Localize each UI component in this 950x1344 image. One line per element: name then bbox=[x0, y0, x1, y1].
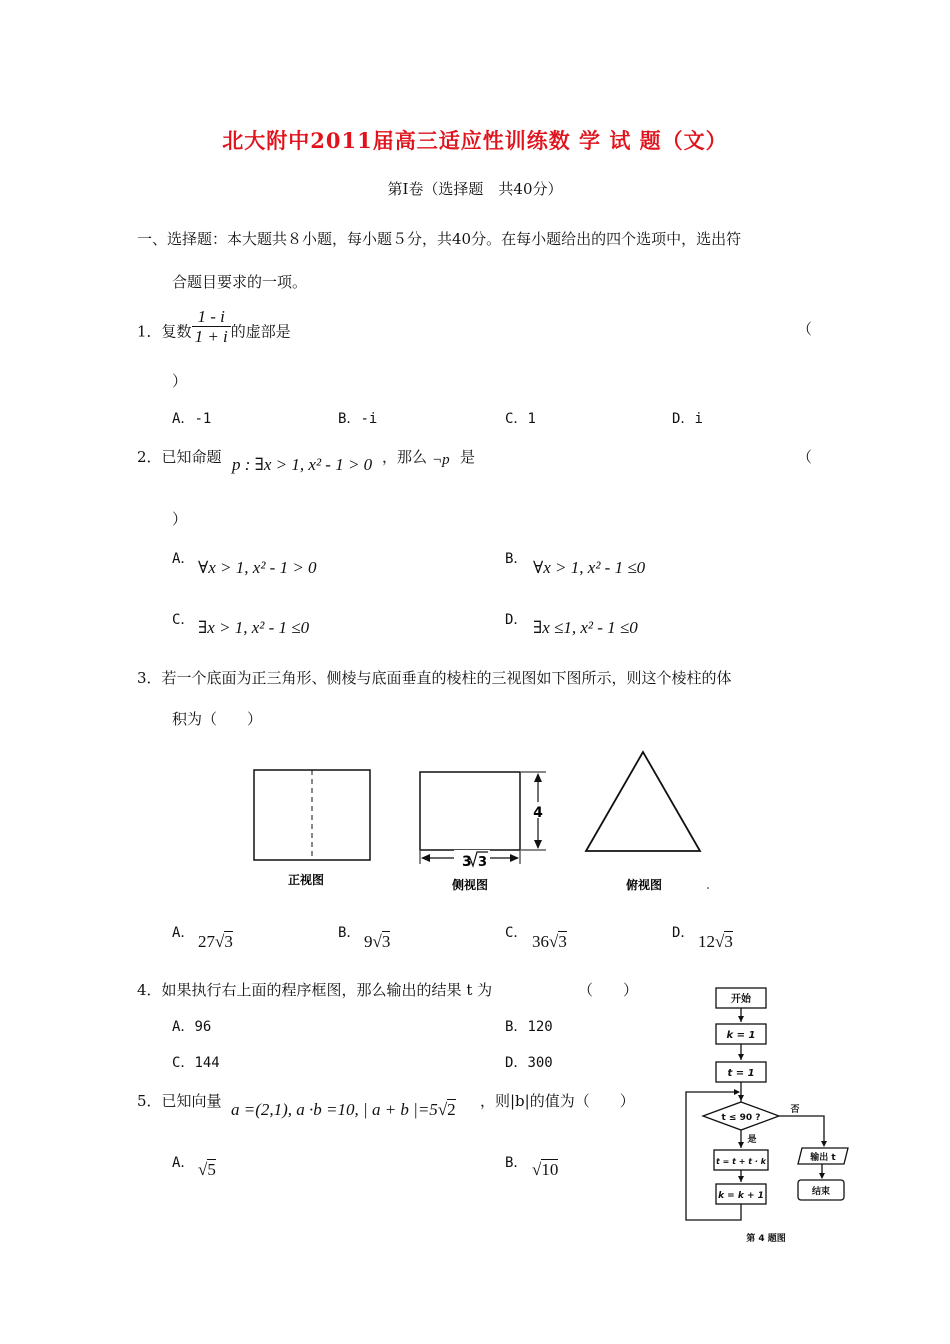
option-letter: A． bbox=[172, 551, 195, 567]
question-text-prefix: 复数 bbox=[161, 322, 192, 341]
arrow-head bbox=[534, 840, 542, 849]
radicand: 10 bbox=[541, 1160, 559, 1179]
option-letter: A． bbox=[172, 1019, 195, 1035]
option-letter: B． bbox=[505, 1155, 528, 1171]
height-label: 4 bbox=[533, 805, 543, 821]
option-c[interactable] bbox=[172, 609, 194, 629]
flowchart-figure bbox=[678, 980, 868, 1250]
option-letter: A． bbox=[172, 1155, 195, 1171]
flowchart-condition-text: t ≤ 90 ? bbox=[721, 1113, 761, 1123]
front-view-label: 正视图 bbox=[287, 873, 325, 887]
vector-formula bbox=[231, 1100, 456, 1120]
option-a[interactable] bbox=[172, 922, 194, 942]
fraction-numerator: 1 - i bbox=[192, 308, 231, 327]
flowchart-start-text: 开始 bbox=[731, 994, 751, 1005]
sqrt-symbol: √ bbox=[532, 1160, 542, 1179]
fraction-denominator: 1 + i bbox=[194, 327, 228, 346]
option-letter: C． bbox=[172, 1055, 195, 1071]
coefficient: 9 bbox=[364, 932, 373, 951]
sqrt-symbol: √ bbox=[437, 1100, 448, 1119]
arrow-head bbox=[510, 854, 519, 862]
option-text: -1 bbox=[194, 411, 212, 427]
option-letter: D． bbox=[505, 612, 528, 628]
flowchart-t-init-text: t = 1 bbox=[727, 1068, 755, 1079]
section-instructions-line1: 一、选择题：本大题共８小题，每小题５分，共40分。在每小题给出的四个选项中，选出符 bbox=[137, 230, 742, 248]
question-text-line1: 若一个底面为正三角形、侧棱与底面垂直的棱柱的三视图如下图所示，则这个棱柱的体 bbox=[161, 669, 732, 687]
option-letter: C． bbox=[172, 612, 195, 628]
negation-p: ¬p bbox=[432, 452, 450, 468]
option-text: 1 bbox=[527, 411, 536, 427]
question-text-mid: ，那么 bbox=[382, 448, 428, 466]
question-text-suffix: 的虚部是 bbox=[230, 322, 291, 341]
option-letter: A． bbox=[172, 411, 195, 427]
flowchart-no-label: 否 bbox=[790, 1105, 800, 1115]
radicand: 2 bbox=[447, 1100, 456, 1119]
section-instructions-line2: 合题目要求的一项。 bbox=[172, 273, 308, 291]
formula-text: a =(2,1), a ·b =10, | a + b |=5 bbox=[231, 1100, 438, 1119]
question-text: 如果执行右上面的程序框图，那么输出的结果 t 为 bbox=[161, 981, 493, 999]
option-letter: A． bbox=[172, 925, 195, 941]
option-letter: B． bbox=[338, 411, 361, 427]
section-subtitle: 第Ⅰ卷（选择题 共40分） bbox=[387, 180, 563, 198]
question-1 bbox=[137, 307, 291, 347]
radicand: 3 bbox=[558, 932, 567, 951]
question-number: 3． bbox=[137, 669, 162, 687]
side-view-rect bbox=[420, 772, 520, 850]
option-letter: C． bbox=[505, 411, 528, 427]
option-text: 300 bbox=[527, 1055, 553, 1071]
option-d-formula: ∃x ≤1, x² - 1 ≤0 bbox=[533, 618, 638, 637]
question-number: 5． bbox=[137, 1092, 162, 1110]
option-text: -i bbox=[360, 411, 378, 427]
question-text-prefix: 已知向量 bbox=[161, 1092, 222, 1110]
page-title: 北大附中2011届高三适应性训练数 学 试 题（文） bbox=[222, 128, 728, 153]
sqrt-symbol: √ bbox=[549, 932, 559, 951]
option-b[interactable] bbox=[505, 1016, 553, 1036]
option-letter: D． bbox=[672, 411, 695, 427]
sqrt-symbol: √ bbox=[372, 932, 382, 951]
top-view-triangle bbox=[586, 752, 700, 851]
question-text-suffix: 是 bbox=[460, 448, 476, 466]
option-b[interactable] bbox=[338, 922, 360, 942]
arrow-head bbox=[421, 854, 430, 862]
option-letter: B． bbox=[505, 1019, 528, 1035]
option-d-value bbox=[698, 932, 733, 952]
answer-paren-open: （ bbox=[797, 320, 813, 338]
flowchart-no-branch-line bbox=[779, 1116, 824, 1144]
question-text-line2: 积为（ ） bbox=[172, 710, 263, 728]
coefficient: 27 bbox=[198, 932, 215, 951]
question-text-suffix: ，则|b|的值为（ ） bbox=[480, 1092, 635, 1110]
question-2 bbox=[137, 446, 222, 467]
width-label-rad: 3 bbox=[478, 855, 488, 870]
side-view-label: 侧视图 bbox=[451, 878, 489, 892]
option-a-value bbox=[198, 1160, 216, 1180]
question-text-prefix: 已知命题 bbox=[161, 448, 222, 466]
option-letter: B． bbox=[338, 925, 361, 941]
flowchart-yes-label: 是 bbox=[747, 1135, 757, 1145]
option-a[interactable] bbox=[172, 548, 194, 568]
flowchart-k-init-text: k = 1 bbox=[726, 1030, 756, 1041]
option-c[interactable] bbox=[172, 1052, 220, 1072]
question-3 bbox=[137, 667, 732, 688]
option-b-value bbox=[532, 1160, 558, 1180]
option-b[interactable] bbox=[505, 1152, 527, 1172]
option-d[interactable] bbox=[672, 922, 694, 942]
question-number: 1． bbox=[137, 322, 162, 341]
option-letter: D． bbox=[505, 1055, 528, 1071]
question-number: 2． bbox=[137, 448, 162, 466]
stray-dot bbox=[707, 887, 709, 889]
option-c[interactable] bbox=[505, 408, 536, 428]
option-b-formula: ∀x > 1, x² - 1 ≤0 bbox=[533, 558, 646, 577]
flowchart-output-text: 输出 t bbox=[810, 1153, 836, 1163]
flowchart-update-t-text: t = t + t · k bbox=[716, 1157, 766, 1166]
top-view-label: 俯视图 bbox=[625, 878, 663, 892]
option-text: 144 bbox=[194, 1055, 220, 1071]
option-d[interactable] bbox=[505, 609, 527, 629]
option-text: i bbox=[694, 411, 703, 427]
arrow-head bbox=[534, 773, 542, 782]
option-a[interactable] bbox=[172, 1152, 194, 1172]
option-letter: C． bbox=[505, 925, 528, 941]
option-letter: B． bbox=[505, 551, 528, 567]
flowchart-caption: 第 4 题图 bbox=[746, 1234, 786, 1244]
question-4 bbox=[137, 979, 492, 1000]
radicand: 3 bbox=[224, 932, 233, 951]
proposition-formula: p : ∃x > 1, x² - 1 > 0 bbox=[232, 455, 373, 474]
option-b[interactable] bbox=[505, 548, 527, 568]
option-b[interactable] bbox=[338, 408, 377, 428]
option-c-value bbox=[532, 932, 567, 952]
option-d[interactable] bbox=[672, 408, 703, 428]
radicand: 3 bbox=[381, 932, 391, 951]
coefficient: 12 bbox=[698, 932, 715, 951]
option-c[interactable] bbox=[505, 922, 527, 942]
option-text: 96 bbox=[194, 1019, 212, 1035]
sqrt-symbol: √ bbox=[198, 1160, 208, 1179]
radicand: 3 bbox=[724, 932, 733, 951]
question-number: 4． bbox=[137, 981, 162, 999]
option-c-formula: ∃x > 1, x² - 1 ≤0 bbox=[198, 618, 310, 637]
answer-paren-close: ） bbox=[172, 510, 188, 528]
question-5 bbox=[137, 1090, 222, 1111]
answer-paren: （ ） bbox=[578, 981, 639, 999]
sqrt-symbol: √ bbox=[215, 932, 225, 951]
flowchart-end-text: 结束 bbox=[811, 1187, 831, 1197]
option-a-value bbox=[198, 932, 233, 952]
answer-paren-close: ） bbox=[172, 372, 188, 390]
flowchart-update-k-text: k = k + 1 bbox=[718, 1191, 764, 1201]
fraction bbox=[192, 308, 231, 347]
width-label-coef: 3 bbox=[462, 854, 472, 870]
answer-paren-open: （ bbox=[797, 448, 813, 466]
option-a[interactable] bbox=[172, 408, 211, 428]
option-a-formula: ∀x > 1, x² - 1 > 0 bbox=[198, 558, 317, 577]
three-views-figure bbox=[240, 740, 720, 900]
option-d[interactable] bbox=[505, 1052, 553, 1072]
option-b-value bbox=[364, 932, 390, 952]
option-text: 120 bbox=[527, 1019, 553, 1035]
coefficient: 36 bbox=[532, 932, 549, 951]
sqrt-symbol: √ bbox=[715, 932, 725, 951]
option-letter: D． bbox=[672, 925, 695, 941]
option-a[interactable] bbox=[172, 1016, 211, 1036]
radicand: 5 bbox=[207, 1160, 216, 1179]
